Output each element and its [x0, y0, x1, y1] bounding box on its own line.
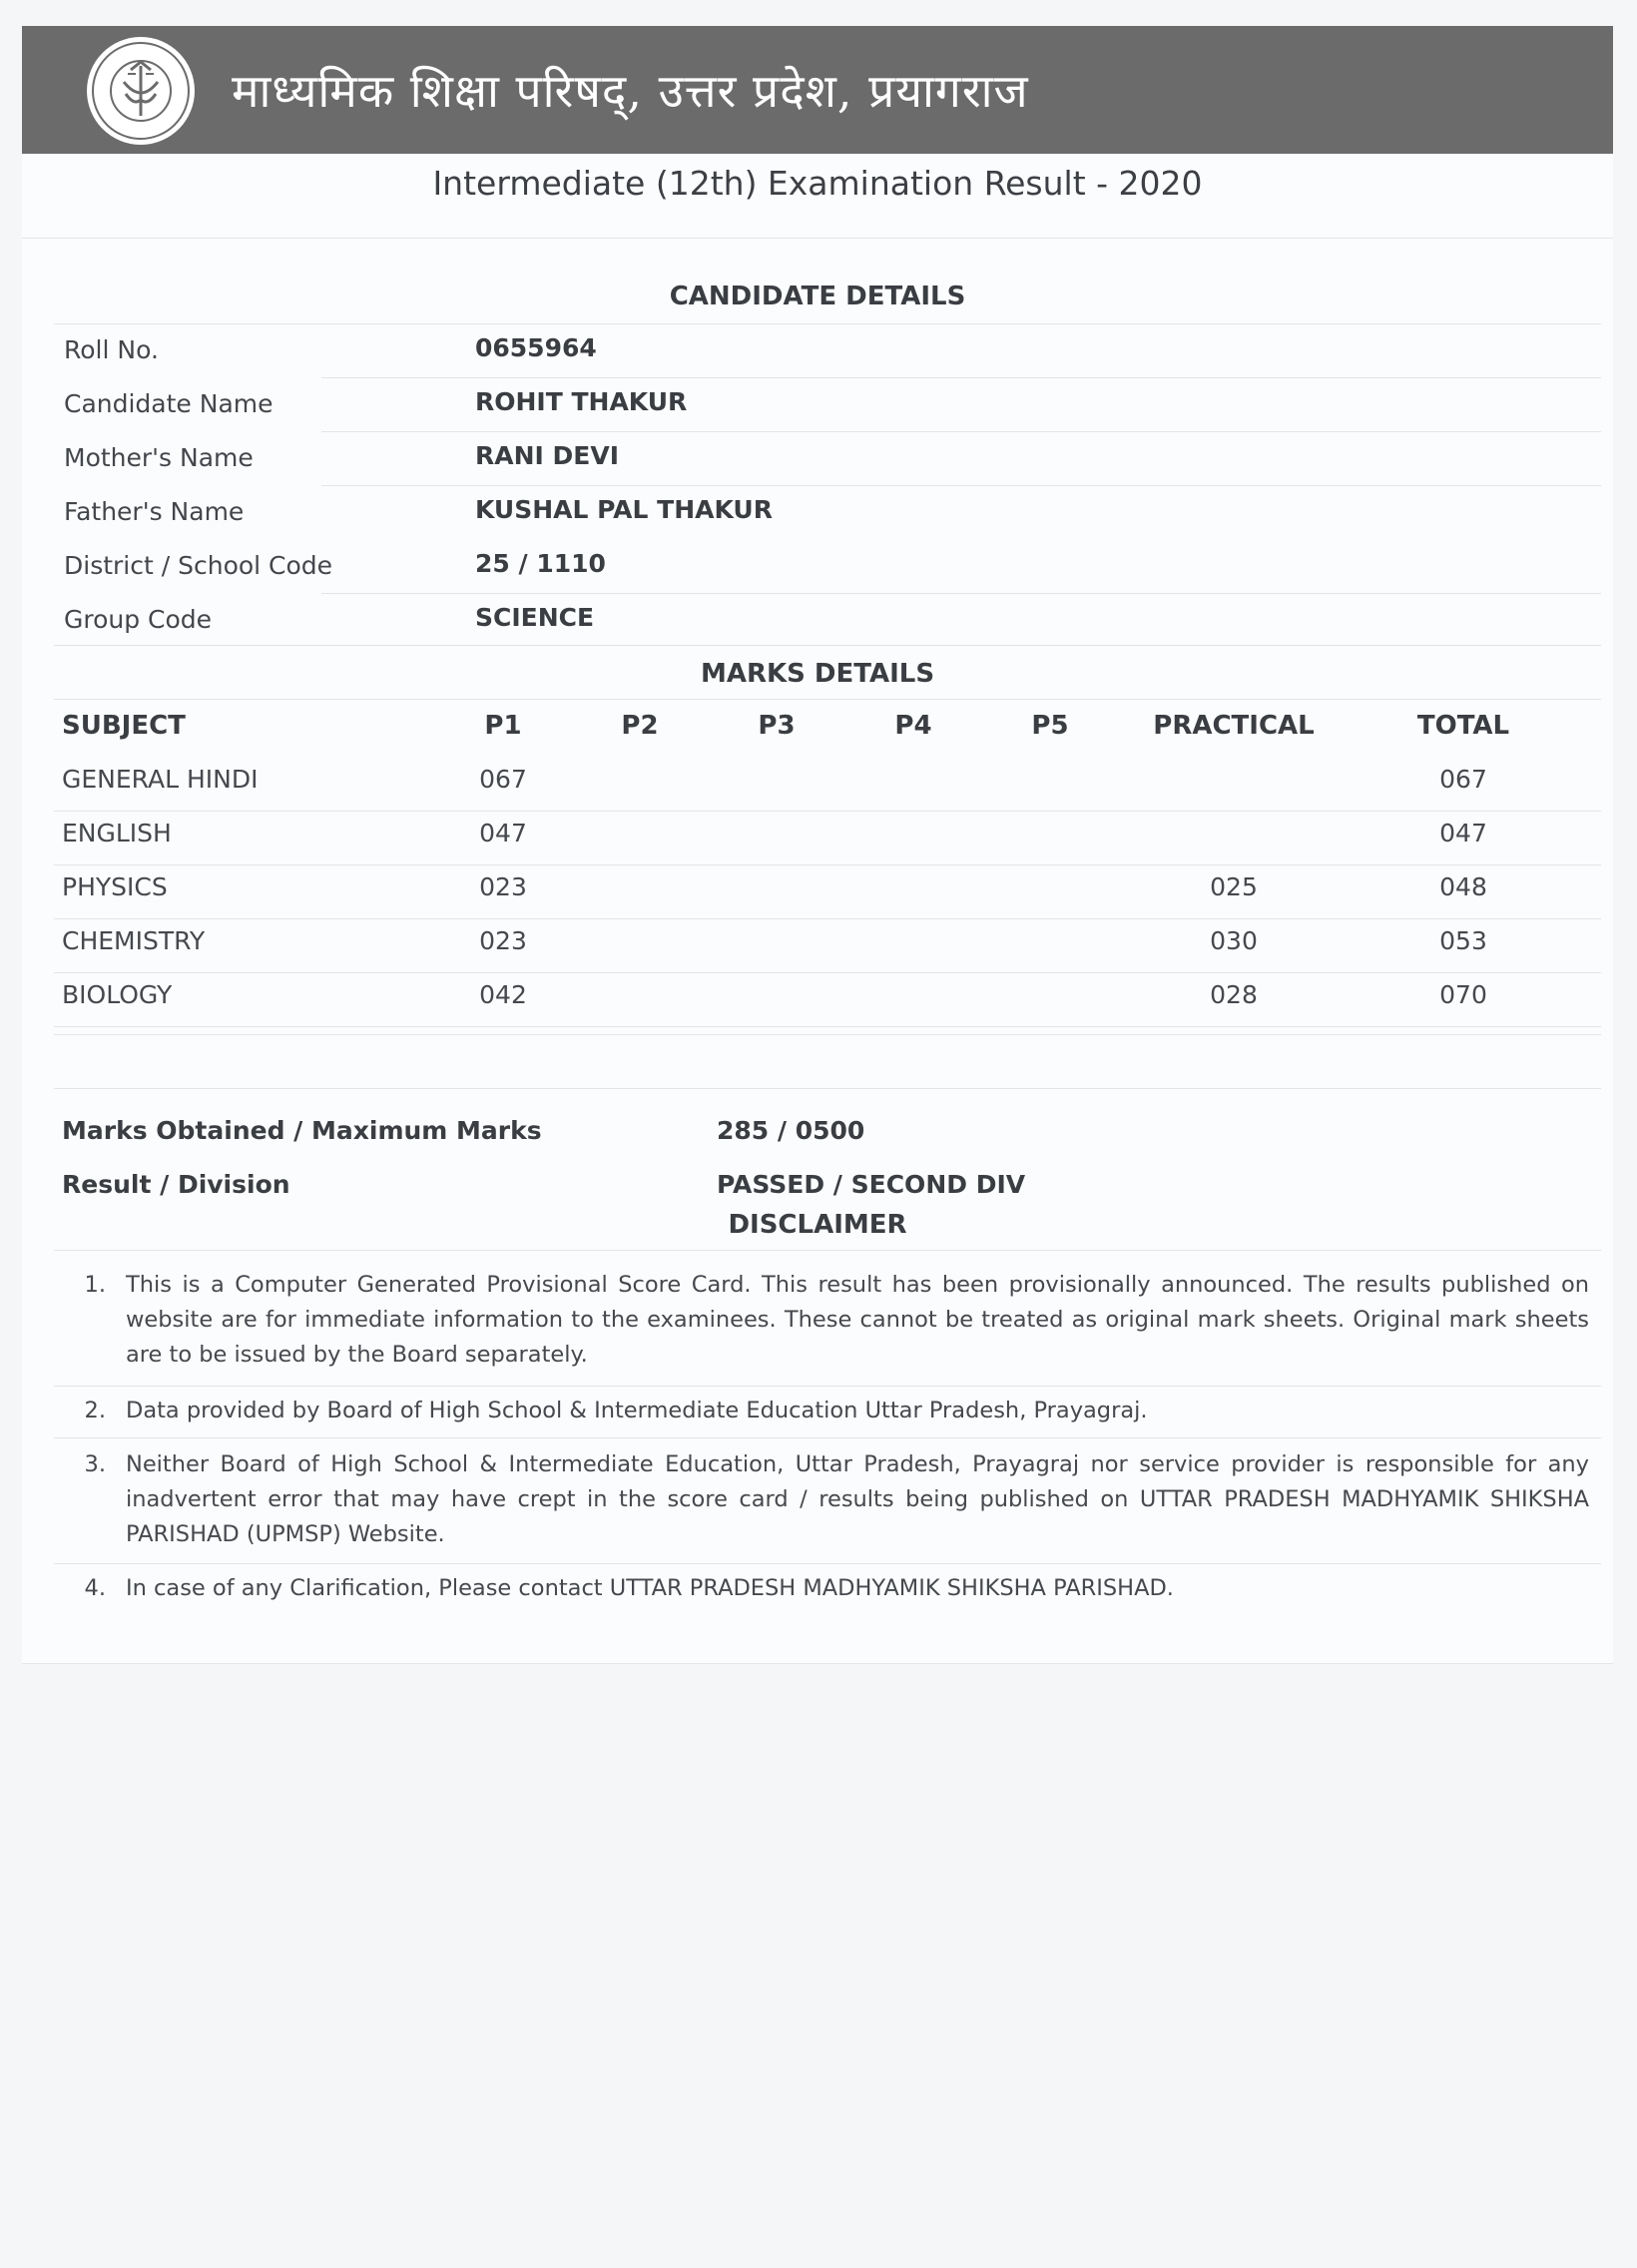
divider — [54, 1250, 1601, 1251]
p1-marks-cell: 067 — [479, 765, 527, 794]
disclaimer-text: In case of any Clarification, Please contact UTTAR PRADESH MADHYAMIK SHIKSHA PARISHAD. — [126, 1575, 1174, 1601]
divider — [321, 431, 1601, 432]
board-name: माध्यमिक शिक्षा परिषद्, उत्तर प्रदेश, प्रयागराज — [232, 64, 1029, 118]
divider — [54, 1034, 1601, 1035]
field-value: RANI DEVI — [475, 441, 620, 470]
disclaimer-item — [70, 1571, 1589, 1607]
candidate-field-row — [54, 433, 1601, 485]
candidate-details-heading: CANDIDATE DETAILS — [669, 282, 966, 311]
divider — [54, 1437, 1601, 1438]
table-row-divider — [54, 1026, 1601, 1027]
disclaimer-text: Neither Board of High School & Intermediate Education, Uttar Pradesh, Prayagraj nor service provider is responsible for any inadvertent error that may have crept in the score card / results being published on UTTAR PRADESH MADHYAMIK SHIKSHA PARISHAD (UPMSP) Website. — [126, 1451, 1589, 1547]
disclaimer-number: 3. — [84, 1451, 106, 1477]
practical-marks-cell: 025 — [1210, 872, 1258, 901]
divider — [54, 699, 1601, 700]
divider — [321, 593, 1601, 594]
total-column-header: TOTAL — [1416, 711, 1510, 741]
exam-title: Intermediate (12th) Examination Result - 2020 — [432, 164, 1203, 203]
p1-marks-cell: 023 — [479, 872, 527, 901]
candidate-field-row — [54, 325, 1601, 377]
marks-obtained-label: Marks Obtained / Maximum Marks — [62, 1116, 542, 1145]
p5-column-header: P5 — [1031, 711, 1069, 741]
disclaimer-item — [70, 1268, 1589, 1378]
table-row-divider — [54, 811, 1601, 812]
result-division-label: Result / Division — [62, 1170, 290, 1199]
candidate-field-row — [54, 595, 1601, 647]
p3-column-header: P3 — [758, 711, 796, 741]
total-marks-cell: 070 — [1439, 980, 1487, 1009]
candidate-field-row — [54, 487, 1601, 539]
practical-column-header: PRACTICAL — [1153, 711, 1315, 741]
field-value: ROHIT THAKUR — [475, 387, 688, 416]
subject-name-cell: PHYSICS — [62, 872, 168, 901]
total-marks-cell: 047 — [1439, 819, 1487, 848]
subject-column-header: SUBJECT — [62, 711, 186, 741]
table-row-divider — [54, 972, 1601, 973]
candidate-field-row — [54, 541, 1601, 593]
up-government-emblem-icon — [84, 34, 198, 148]
disclaimer-heading: DISCLAIMER — [728, 1210, 907, 1240]
field-label: Candidate Name — [64, 389, 273, 418]
p1-marks-cell: 047 — [479, 819, 527, 848]
table-row-divider — [54, 864, 1601, 865]
field-value: KUSHAL PAL THAKUR — [475, 495, 773, 524]
subject-name-cell: CHEMISTRY — [62, 926, 206, 955]
marks-details-heading: MARKS DETAILS — [700, 659, 935, 689]
practical-marks-cell: 028 — [1210, 980, 1258, 1009]
p4-column-header: P4 — [894, 711, 932, 741]
total-marks-cell: 048 — [1439, 872, 1487, 901]
result-sheet — [22, 26, 1613, 1664]
total-marks-cell: 067 — [1439, 765, 1487, 794]
subject-name-cell: BIOLOGY — [62, 980, 173, 1009]
subject-name-cell: GENERAL HINDI — [62, 765, 259, 794]
disclaimer-number: 4. — [84, 1575, 106, 1601]
candidate-field-row — [54, 379, 1601, 431]
field-label: Mother's Name — [64, 443, 254, 472]
divider — [321, 377, 1601, 378]
divider — [54, 645, 1601, 646]
p1-marks-cell: 023 — [479, 926, 527, 955]
p2-column-header: P2 — [621, 711, 659, 741]
divider — [54, 1088, 1601, 1089]
disclaimer-item — [70, 1447, 1589, 1557]
header-bar — [22, 26, 1613, 154]
p1-marks-cell: 042 — [479, 980, 527, 1009]
divider — [22, 238, 1613, 239]
field-label: Father's Name — [64, 497, 245, 526]
practical-marks-cell: 030 — [1210, 926, 1258, 955]
field-value: 25 / 1110 — [475, 549, 606, 578]
field-value: 0655964 — [475, 333, 597, 362]
divider — [321, 485, 1601, 486]
disclaimer-number: 2. — [84, 1398, 106, 1423]
divider — [54, 1386, 1601, 1387]
field-value: SCIENCE — [475, 603, 595, 632]
field-label: District / School Code — [64, 551, 333, 580]
field-label: Group Code — [64, 605, 213, 634]
disclaimer-item — [70, 1394, 1589, 1429]
result-division-value: PASSED / SECOND DIV — [717, 1170, 1026, 1199]
p1-column-header: P1 — [484, 711, 522, 741]
total-marks-cell: 053 — [1439, 926, 1487, 955]
divider — [54, 323, 1601, 324]
disclaimer-text: This is a Computer Generated Provisional Score Card. This result has been provisionally announced. The results published on website are for immediate information to the examinees. These cannot be treated as original mark sheets. Original mark sheets are to be issued by the Board separately. — [126, 1272, 1589, 1368]
marks-obtained-value: 285 / 0500 — [717, 1116, 865, 1145]
disclaimer-text: Data provided by Board of High School & Intermediate Education Uttar Pradesh, Prayagraj. — [126, 1398, 1148, 1423]
subject-name-cell: ENGLISH — [62, 819, 172, 848]
table-row-divider — [54, 918, 1601, 919]
field-label: Roll No. — [64, 335, 159, 364]
disclaimer-number: 1. — [84, 1272, 106, 1298]
divider — [54, 1563, 1601, 1564]
